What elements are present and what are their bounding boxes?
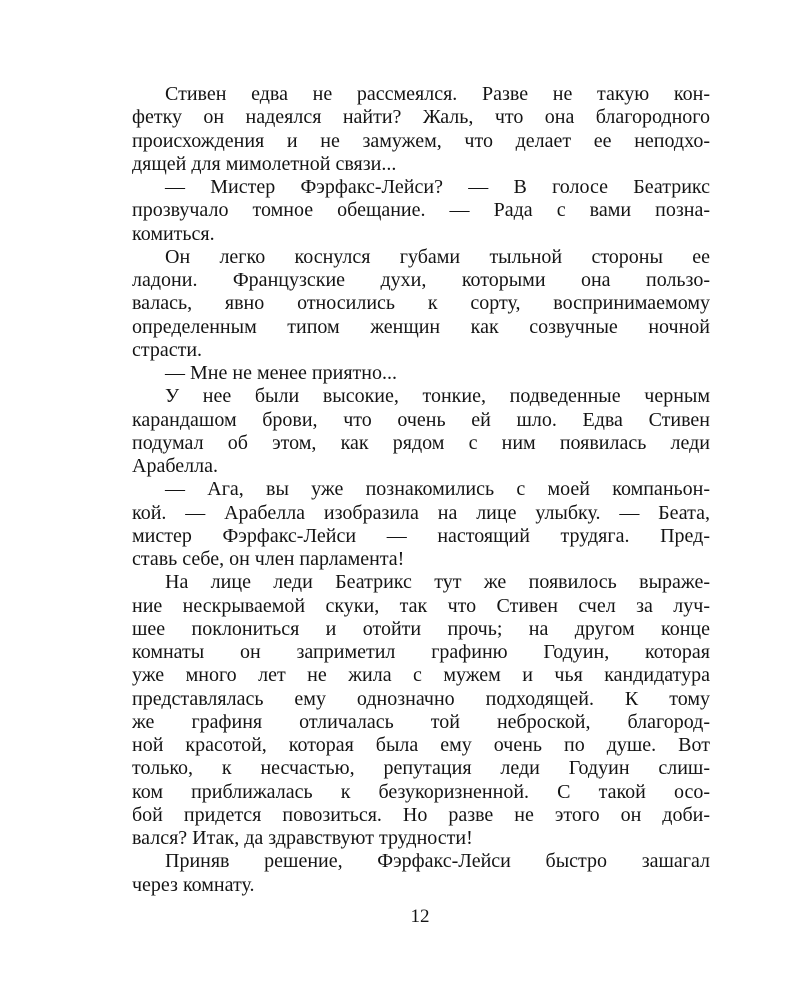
text-line: комиться. <box>132 222 215 245</box>
text-line: мистер Фэрфакс-Лейси — настоящий трудяга. Пред- <box>132 524 710 547</box>
text-line: карандашом брови, что очень ей шло. Едва Стивен <box>132 408 710 431</box>
text-line: ставь себе, он член парламента! <box>132 548 405 570</box>
text-line: На лице леди Беатрикс тут же появилось выраже- <box>165 571 710 594</box>
text-line: Стивен едва не рассмеялся. Разве не такую кон- <box>165 83 710 105</box>
text-line: прозвучало томное обещание. — Рада с вами позна- <box>132 199 710 222</box>
text-line: ком приближалась к безукоризненной. С такой осо- <box>132 780 710 803</box>
text-line: Он легко коснулся губами тыльной стороны ее <box>165 245 710 268</box>
page-number: 12 <box>410 906 430 927</box>
text-line: только, к несчастью, репутация леди Годуин слиш- <box>132 757 710 780</box>
text-line: комнаты он заприметил графиню Годуин, которая <box>132 641 710 663</box>
text-line: подумал об этом, как рядом с ним появилась леди <box>132 431 710 454</box>
text-line: шее поклониться и отойти прочь; на другом конце <box>132 617 710 640</box>
text-line: уже много лет не жила с мужем и чья кандидатура <box>132 664 710 687</box>
text-line: дящей для мимолетной связи... <box>132 152 397 175</box>
text-line: определенным типом женщин как созвучные ночной <box>132 315 710 338</box>
text-line: страсти. <box>132 338 203 361</box>
text-line: вался? Итак, да здравствуют трудности! <box>132 827 473 849</box>
page-body <box>132 83 710 897</box>
text-line: же графиня отличалась той неброской, благород- <box>132 710 710 733</box>
text-line: через комнату. <box>132 873 255 896</box>
text-line: фетку он надеялся найти? Жаль, что она благородного <box>132 106 710 129</box>
text-line: ладони. Французские духи, которыми она пользо- <box>132 269 710 291</box>
text-line: Арабелла. <box>132 455 218 477</box>
text-line: представлялась ему однозначно подходящей. К тому <box>132 687 710 710</box>
text-line: У нее были высокие, тонкие, подведенные черным <box>165 385 710 408</box>
text-line: — Ага, вы уже познакомились с моей компаньон- <box>165 478 710 501</box>
text-line: бой придется повозиться. Но разве не этого он доби- <box>132 803 710 826</box>
text-line: ние нескрываемой скуки, так что Стивен счел за луч- <box>132 594 710 617</box>
text-line: — Мистер Фэрфакс-Лейси? — В голосе Беатрикс <box>165 176 710 198</box>
text-line: происхождения и не замужем, что делает ее неподхо- <box>132 129 710 152</box>
text-line: — Мне не менее приятно... <box>165 362 397 384</box>
text-line: кой. — Арабелла изобразила на лице улыбку. — Беата, <box>132 501 710 524</box>
text-line: Приняв решение, Фэрфакс-Лейси быстро зашагал <box>165 850 710 873</box>
text-line: ной красотой, которая была ему очень по душе. Вот <box>132 734 710 756</box>
text-line: валась, явно относились к сорту, воспринимаемому <box>132 292 710 315</box>
